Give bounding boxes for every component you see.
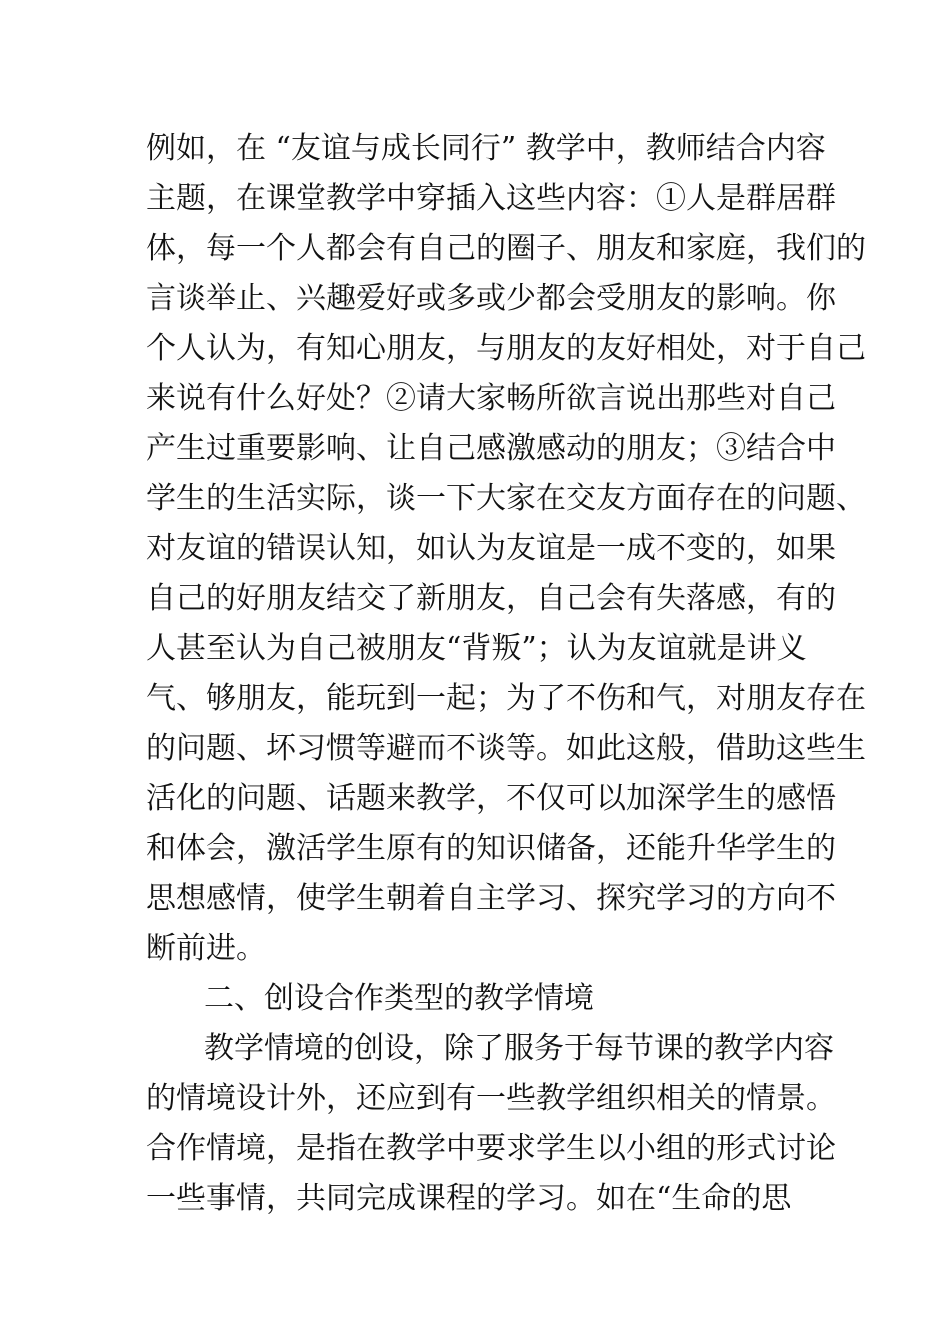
text-line: 例如，在 “友谊与成长同行” 教学中，教师结合内容 xyxy=(146,131,826,166)
text-line: 主题，在课堂教学中穿插入这些内容：①人是群居群 xyxy=(146,181,836,216)
text-line: 学生的生活实际，谈一下大家在交友方面存在的问题、 xyxy=(146,481,866,516)
text-line: 产生过重要影响、让自己感激感动的朋友；③结合中 xyxy=(146,431,836,466)
text-line: 个人认为，有知心朋友，与朋友的友好相处，对于自己 xyxy=(146,331,866,366)
text-line: 教学情境的创设，除了服务于每节课的教学内容 xyxy=(204,1031,834,1066)
text-line: 对友谊的错误认知，如认为友谊是一成不变的，如果 xyxy=(146,531,836,566)
text-line: 自己的好朋友结交了新朋友，自己会有失落感，有的 xyxy=(146,581,836,616)
body-text xyxy=(146,124,866,1224)
text-line: 言谈举止、兴趣爱好或多或少都会受朋友的影响。你 xyxy=(146,281,836,316)
text-line: 活化的问题、话题来教学，不仅可以加深学生的感悟 xyxy=(146,781,836,816)
text-line: 思想感情，使学生朝着自主学习、探究学习的方向不 xyxy=(146,881,836,916)
text-line: 气、够朋友，能玩到一起；为了不伤和气，对朋友存在 xyxy=(146,681,866,716)
text-line: 人甚至认为自己被朋友“背叛”；认为友谊就是讲义 xyxy=(146,631,807,666)
text-line: 体，每一个人都会有自己的圈子、朋友和家庭，我们的 xyxy=(146,231,866,266)
text-line: 的情境设计外，还应到有一些教学组织相关的情景。 xyxy=(146,1081,836,1116)
text-line: 和体会，激活学生原有的知识储备，还能升华学生的 xyxy=(146,831,836,866)
text-line: 一些事情，共同完成课程的学习。如在“生命的思 xyxy=(146,1181,792,1216)
text-line: 合作情境，是指在教学中要求学生以小组的形式讨论 xyxy=(146,1131,836,1166)
text-line: 来说有什么好处？②请大家畅所欲言说出那些对自己 xyxy=(146,381,836,416)
text-line: 的问题、坏习惯等避而不谈等。如此这般，借助这些生 xyxy=(146,731,866,766)
section-heading: 二、创设合作类型的教学情境 xyxy=(204,981,594,1016)
text-line: 断前进。 xyxy=(146,931,266,966)
